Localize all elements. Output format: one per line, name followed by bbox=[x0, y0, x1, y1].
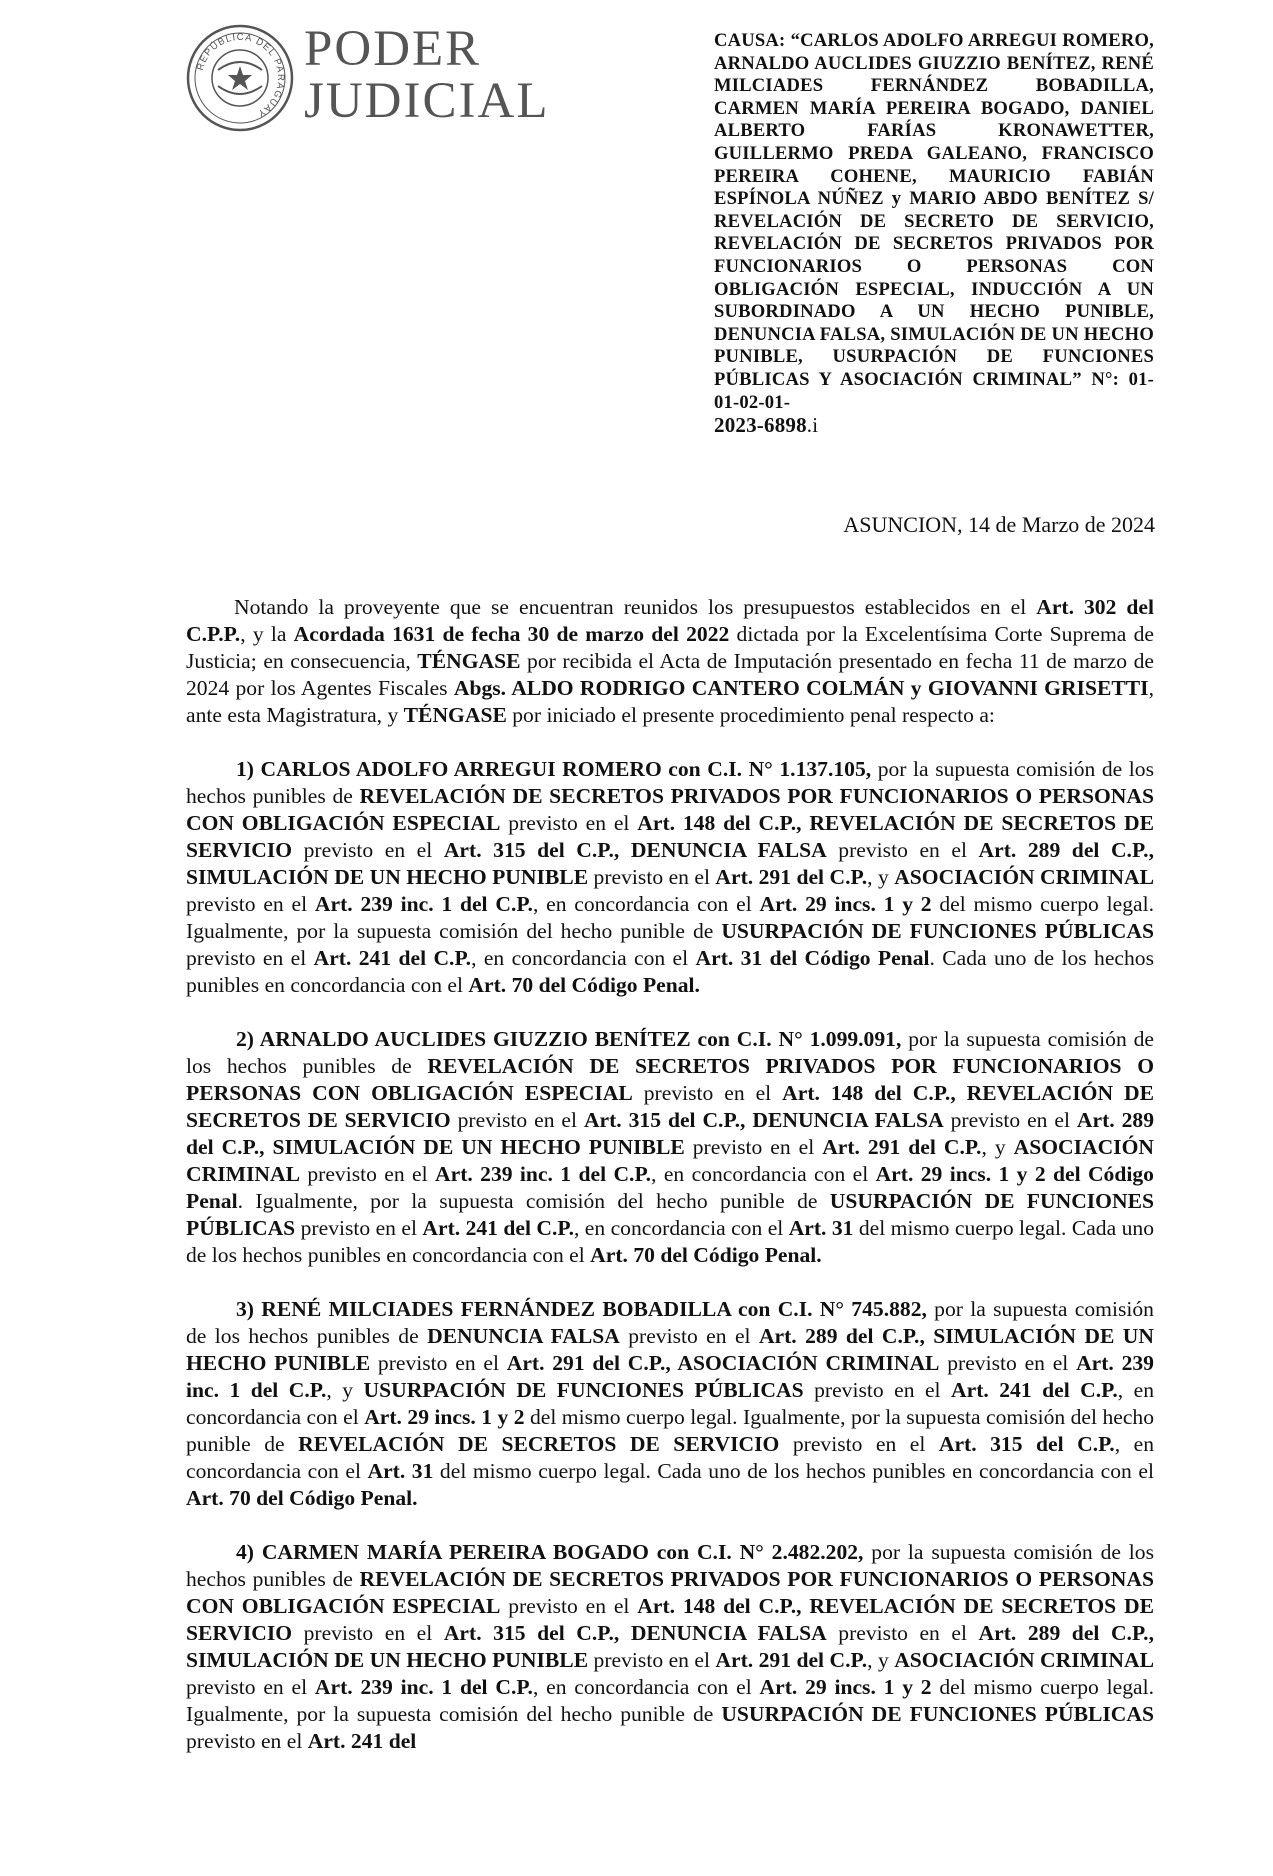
bold-text-run: 3) RENÉ MILCIADES FERNÁNDEZ BOBADILLA con C.I. N° 745.882, bbox=[236, 1297, 927, 1321]
text-run: por iniciado el presente procedimiento penal respecto a: bbox=[506, 703, 995, 727]
bold-text-run: 4) CARMEN MARÍA PEREIRA BOGADO con C.I. N° 2.482.202, bbox=[236, 1540, 864, 1564]
bold-text-run: REVELACIÓN DE SECRETOS PRIVADOS POR FUNCIONARIOS O PERSONAS CON OBLIGACIÓN ESPECIAL bbox=[186, 784, 1154, 835]
bold-text-run: Art. 29 incs. 1 y 2 bbox=[759, 1675, 932, 1699]
text-run: del mismo cuerpo legal. Igualmente, por la supuesta comisión del hecho punible de bbox=[186, 1675, 1154, 1726]
text-run: previsto en el bbox=[684, 1135, 823, 1159]
text-run: previsto en el bbox=[588, 1648, 716, 1672]
bold-text-run: Art. 315 del C.P., DENUNCIA FALSA bbox=[583, 1108, 944, 1132]
bold-text-run: Art. 148 del C.P., REVELACIÓN DE SECRETOS DE SERVICIO bbox=[186, 1081, 1154, 1132]
text-run: del mismo cuerpo legal. Cada uno de los hechos punibles en concordancia con el bbox=[186, 1216, 1154, 1267]
logo-line-1: PODER bbox=[304, 21, 482, 77]
bold-text-run: REVELACIÓN DE SECRETOS PRIVADOS POR FUNCIONARIOS O PERSONAS CON OBLIGACIÓN ESPECIAL bbox=[186, 1567, 1154, 1618]
bold-text-run: Acordada 1631 de fecha 30 de marzo del 2022 bbox=[293, 622, 730, 646]
text-run: previsto en el bbox=[186, 1729, 308, 1753]
text-run: , en concordancia con el bbox=[651, 1162, 876, 1186]
text-run: previsto en el bbox=[450, 1108, 584, 1132]
bold-text-run: Art. 239 inc. 1 del C.P. bbox=[186, 1351, 1154, 1402]
text-run: del mismo cuerpo legal. Igualmente, por la supuesta comisión del hecho punible de bbox=[186, 892, 1154, 943]
bold-text-run: DENUNCIA FALSA bbox=[427, 1324, 620, 1348]
bold-text-run: REVELACIÓN DE SECRETOS DE SERVICIO bbox=[298, 1432, 780, 1456]
text-run: dictada por la Excelentísima Corte Suprema de Justicia; en consecuencia, bbox=[186, 622, 1155, 673]
text-run: previsto en el bbox=[939, 1351, 1077, 1375]
bold-text-run: Art. 31 bbox=[788, 1216, 854, 1240]
text-run: previsto en el bbox=[186, 946, 314, 970]
text-run: por la supuesta comisión de los hechos punibles de bbox=[186, 1027, 1155, 1078]
text-run: , y bbox=[867, 1648, 895, 1672]
text-run: , en concordancia con el bbox=[186, 1432, 1154, 1483]
text-run: , en concordancia con el bbox=[186, 1378, 1154, 1429]
text-run: previsto en el bbox=[943, 1108, 1077, 1132]
bold-text-run: Art. 291 del C.P. bbox=[715, 865, 868, 889]
text-run: previsto en el bbox=[295, 1216, 423, 1240]
text-run: del mismo cuerpo legal. Igualmente, por la supuesta comisión del hecho punible de bbox=[186, 1405, 1155, 1456]
bold-text-run: Art. 289 del C.P., SIMULACIÓN DE UN HECHO PUNIBLE bbox=[186, 838, 1154, 889]
defendant-paragraph bbox=[186, 1539, 1154, 1755]
text-run: previsto en el bbox=[803, 1378, 952, 1402]
bold-text-run: Art. 289 del C.P., SIMULACIÓN DE UN HECHO PUNIBLE bbox=[186, 1108, 1154, 1159]
bold-text-run: Art. 31 del Código Penal bbox=[695, 946, 930, 970]
bold-text-run: USURPACIÓN DE FUNCIONES PÚBLICAS bbox=[721, 1702, 1154, 1726]
text-run: . Igualmente, por la supuesta comisión del hecho punible de bbox=[237, 1189, 830, 1213]
bold-text-run: USURPACIÓN DE FUNCIONES PÚBLICAS bbox=[363, 1378, 804, 1402]
text-run: , y bbox=[867, 865, 895, 889]
text-run: por la supuesta comisión de los hechos punibles de bbox=[186, 757, 1154, 808]
text-run: , en concordancia con el bbox=[532, 1675, 760, 1699]
text-run: , y la bbox=[240, 622, 294, 646]
causa-label: CAUSA: bbox=[714, 30, 786, 51]
bold-text-run: ASOCIACIÓN CRIMINAL bbox=[894, 865, 1154, 889]
bold-text-run: USURPACIÓN DE FUNCIONES PÚBLICAS bbox=[186, 1189, 1154, 1240]
text-run: previsto en el bbox=[779, 1432, 939, 1456]
text-run: Notando la proveyente que se encuentran reunidos los presupuestos establecidos en el bbox=[234, 595, 1037, 619]
text-run: previsto en el bbox=[632, 1081, 783, 1105]
bold-text-run: Art. 239 inc. 1 del C.P. bbox=[435, 1162, 652, 1186]
bold-text-run: Art. 241 del C.P. bbox=[422, 1216, 574, 1240]
document-date: ASUNCION, 14 de Marzo de 2024 bbox=[843, 512, 1155, 537]
text-run: previsto en el bbox=[826, 838, 979, 862]
text-run: por recibida el Acta de Imputación presentado en fecha 11 de marzo de 2024 por los Agentes Fiscales bbox=[186, 649, 1154, 700]
bold-text-run: Art. 315 del C.P. bbox=[938, 1432, 1115, 1456]
bold-text-run: Art. 31 bbox=[367, 1459, 434, 1483]
causa-number-part1: 01-01-02-01- bbox=[714, 368, 1155, 413]
text-run: por la supuesta comisión de los hechos punibles de bbox=[186, 1540, 1154, 1591]
poder-judicial-logo bbox=[186, 21, 566, 134]
causa-title: “CARLOS ADOLFO ARREGUI ROMERO, ARNALDO AUCLIDES GIUZZIO BENÍTEZ, RENÉ MILCIADES FERNÁNDEZ BOBADILLA, CARMEN MARÍA PEREIRA BOGADO, DANIEL ALBERTO FARÍAS KRONAWETTER, GUILLERMO PREDA GALEANO, FRANCISCO PEREIRA COHENE, MAURICIO FABIÁN ESPÍNOLA NÚÑEZ y MARIO ABDO BENÍTEZ S/ REVELACIÓN DE SECRETO DE SERVICIO, REVELACIÓN DE SECRETOS PRIVADOS POR FUNCIONARIOS O PERSONAS CON OBLIGACIÓN ESPECIAL, INDUCCIÓN A UN SUBORDINADO A UN HECHO PUNIBLE, DENUNCIA FALSA, SIMULACIÓN DE UN HECHO PUNIBLE, USURPACIÓN DE FUNCIONES PÚBLICAS Y ASOCIACIÓN CRIMINAL” bbox=[714, 30, 1154, 390]
text-run: previsto en el bbox=[588, 865, 716, 889]
bold-text-run: USURPACIÓN DE FUNCIONES PÚBLICAS bbox=[721, 919, 1154, 943]
bold-text-run: TÉNGASE bbox=[403, 703, 507, 727]
bold-text-run: Art. 302 del C.P.P. bbox=[186, 595, 1154, 646]
bold-text-run: Art. 29 incs. 1 y 2 bbox=[364, 1405, 525, 1429]
text-run: , en concordancia con el bbox=[471, 946, 696, 970]
text-run: previsto en el bbox=[299, 1162, 436, 1186]
text-run: previsto en el bbox=[500, 811, 638, 835]
bold-text-run: REVELACIÓN DE SECRETOS PRIVADOS POR FUNCIONARIOS O PERSONAS CON OBLIGACIÓN ESPECIAL bbox=[186, 1054, 1155, 1105]
text-run: previsto en el bbox=[186, 892, 315, 916]
bold-text-run: Art. 239 inc. 1 del C.P. bbox=[314, 892, 533, 916]
defendant-paragraph bbox=[186, 1026, 1154, 1269]
bold-text-run: Art. 241 del C.P. bbox=[313, 946, 472, 970]
logo-line-2: JUDICIAL bbox=[304, 73, 550, 129]
bold-text-run: Art. 70 del Código Penal. bbox=[468, 973, 700, 997]
text-run: previsto en el bbox=[292, 838, 444, 862]
text-run: previsto en el bbox=[826, 1621, 979, 1645]
seal-ring-text: REPÚBLICA DEL PARAGUAY bbox=[194, 31, 287, 120]
national-seal-icon bbox=[186, 24, 294, 132]
bold-text-run: Art. 70 del Código Penal. bbox=[590, 1243, 822, 1267]
causa-number-suffix: .i bbox=[806, 413, 819, 438]
defendant-paragraph bbox=[186, 756, 1154, 999]
text-run: del mismo cuerpo legal. Cada uno de los hechos punibles en concordancia con el bbox=[433, 1459, 1154, 1483]
bold-text-run: Art. 291 del C.P. bbox=[715, 1648, 868, 1672]
bold-text-run: Art. 29 incs. 1 y 2 del Código Penal bbox=[186, 1162, 1154, 1213]
bold-text-run: Art. 148 del C.P., REVELACIÓN DE SECRETOS DE SERVICIO bbox=[186, 811, 1154, 862]
defendant-paragraph bbox=[186, 1296, 1154, 1512]
bold-text-run: Art. 70 del Código Penal. bbox=[186, 1486, 418, 1510]
text-run: previsto en el bbox=[619, 1324, 759, 1348]
bold-text-run: ASOCIACIÓN CRIMINAL bbox=[186, 1135, 1154, 1186]
bold-text-run: Art. 315 del C.P., DENUNCIA FALSA bbox=[443, 838, 827, 862]
bold-text-run: Art. 289 del C.P., SIMULACIÓN DE UN HECHO PUNIBLE bbox=[186, 1621, 1154, 1672]
text-run: . Cada uno de los hechos punibles en concordancia con el bbox=[186, 946, 1155, 997]
bold-text-run: 2) ARNALDO AUCLIDES GIUZZIO BENÍTEZ con C.I. N° 1.099.091, bbox=[236, 1027, 902, 1051]
bold-text-run: Abgs. ALDO RODRIGO CANTERO COLMÁN y GIOVANNI GRISETTI bbox=[453, 676, 1149, 700]
causa-number-part2: 2023-6898 bbox=[714, 413, 807, 438]
bold-text-run: Art. 148 del C.P., REVELACIÓN DE SECRETOS DE SERVICIO bbox=[186, 1594, 1154, 1645]
document-body bbox=[186, 594, 1154, 1782]
bold-text-run: Art. 289 del C.P., SIMULACIÓN DE UN HECHO PUNIBLE bbox=[186, 1324, 1154, 1375]
text-run: , y bbox=[981, 1135, 1014, 1159]
bold-text-run: Art. 291 del C.P., ASOCIACIÓN CRIMINAL bbox=[506, 1351, 940, 1375]
bold-text-run: Art. 239 inc. 1 del C.P. bbox=[314, 1675, 533, 1699]
text-run: , en concordancia con el bbox=[573, 1216, 789, 1240]
bold-text-run: Art. 315 del C.P., DENUNCIA FALSA bbox=[443, 1621, 827, 1645]
causa-number-label: N°: bbox=[1091, 368, 1120, 390]
logo-wordmark bbox=[304, 21, 550, 129]
bold-text-run: Art. 241 del C.P. bbox=[951, 1378, 1118, 1402]
text-run: previsto en el bbox=[370, 1351, 507, 1375]
text-run: previsto en el bbox=[292, 1621, 444, 1645]
bold-text-run: 1) CARLOS ADOLFO ARREGUI ROMERO con C.I. N° 1.137.105, bbox=[236, 757, 872, 781]
bold-text-run: Art. 29 incs. 1 y 2 bbox=[759, 892, 932, 916]
bold-text-run: TÉNGASE bbox=[417, 649, 521, 673]
case-caption bbox=[714, 30, 1154, 439]
text-run: previsto en el bbox=[500, 1594, 638, 1618]
bold-text-run: Art. 241 del bbox=[307, 1729, 417, 1753]
bold-text-run: Art. 291 del C.P. bbox=[822, 1135, 982, 1159]
intro-paragraph bbox=[186, 594, 1154, 729]
text-run: , en concordancia con el bbox=[532, 892, 760, 916]
text-run: , y bbox=[326, 1378, 364, 1402]
text-run: , ante esta Magistratura, y bbox=[186, 676, 1154, 727]
text-run: previsto en el bbox=[186, 1675, 315, 1699]
bold-text-run: ASOCIACIÓN CRIMINAL bbox=[894, 1648, 1154, 1672]
text-run: por la supuesta comisión de los hechos punibles de bbox=[186, 1297, 1154, 1348]
